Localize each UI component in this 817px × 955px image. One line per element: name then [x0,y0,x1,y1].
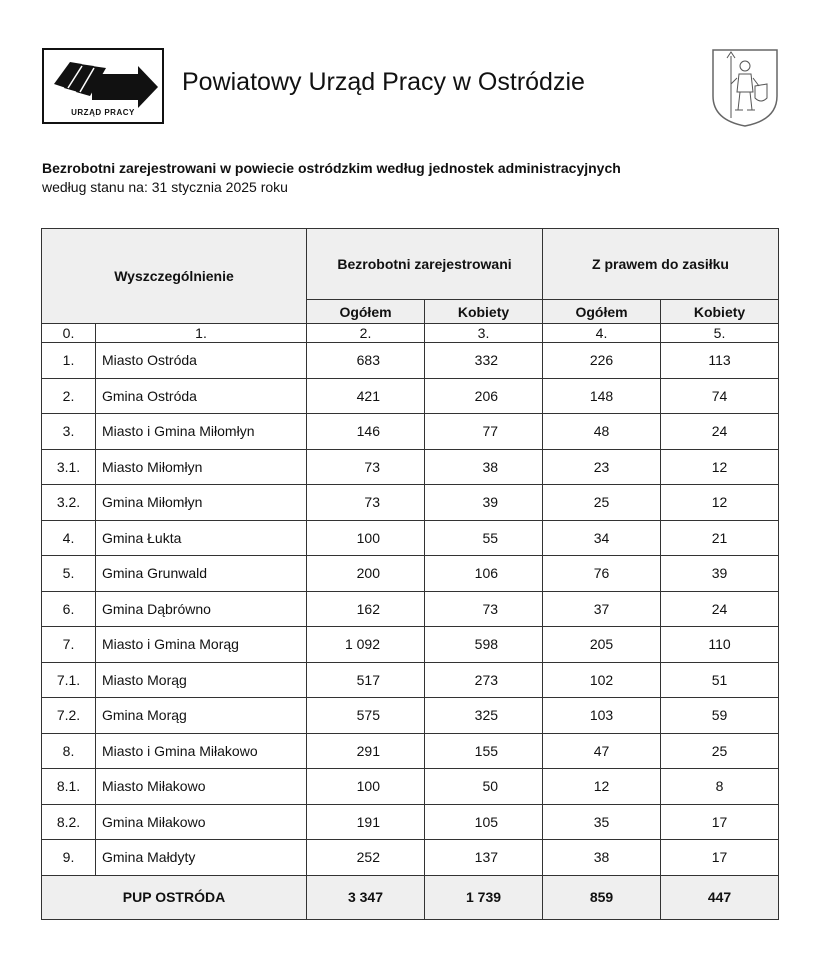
row-number: 2. [42,378,96,414]
subheader-registered-total: Ogółem [307,300,425,324]
benefit-women: 8 [661,769,779,805]
table-row [42,485,779,521]
registered-women: 38 [425,449,543,485]
row-name: Miasto Ostróda [96,343,307,379]
benefit-total: 102 [543,662,661,698]
row-name: Gmina Dąbrówno [96,591,307,627]
benefit-women: 51 [661,662,779,698]
column-index: 0. [42,324,96,343]
row-name: Gmina Morąg [96,698,307,734]
row-name: Gmina Małdyty [96,840,307,876]
office-title: Powiatowy Urząd Pracy w Ostródzie [182,68,585,96]
table-row [42,414,779,450]
row-name: Miasto i Gmina Morąg [96,627,307,663]
logo-text: URZĄD PRACY [71,108,135,117]
benefit-total: 37 [543,591,661,627]
registered-total: 291 [307,733,425,769]
row-name: Gmina Grunwald [96,556,307,592]
benefit-total: 23 [543,449,661,485]
table-row [42,733,779,769]
group-header-registered: Bezrobotni zarejestrowani [307,229,543,300]
row-name: Gmina Łukta [96,520,307,556]
registered-women: 73 [425,591,543,627]
total-benefit-total: 859 [543,875,661,919]
benefit-total: 148 [543,378,661,414]
row-name: Gmina Miłakowo [96,804,307,840]
benefit-women: 113 [661,343,779,379]
row-number: 3. [42,414,96,450]
registered-women: 77 [425,414,543,450]
document-subtitle: według stanu na: 31 stycznia 2025 roku [42,179,288,195]
registered-total: 517 [307,662,425,698]
registered-total: 191 [307,804,425,840]
registered-total: 1 092 [307,627,425,663]
table-row [42,591,779,627]
row-number: 5. [42,556,96,592]
row-name: Miasto Miłomłyn [96,449,307,485]
table-row [42,769,779,805]
registered-total: 421 [307,378,425,414]
unemployment-table [41,228,779,920]
benefit-women: 59 [661,698,779,734]
benefit-women: 74 [661,378,779,414]
row-number: 8.1. [42,769,96,805]
row-name: Miasto i Gmina Miłakowo [96,733,307,769]
registered-women: 273 [425,662,543,698]
column-index: 5. [661,324,779,343]
table-row [42,698,779,734]
row-name: Miasto Morąg [96,662,307,698]
registered-total: 146 [307,414,425,450]
row-number: 7.2. [42,698,96,734]
registered-total: 73 [307,485,425,521]
column-header-name: Wyszczególnienie [42,229,307,324]
benefit-women: 12 [661,485,779,521]
benefit-total: 34 [543,520,661,556]
registered-women: 39 [425,485,543,521]
registered-total: 252 [307,840,425,876]
registered-total: 162 [307,591,425,627]
registered-women: 598 [425,627,543,663]
coat-of-arms-icon [711,48,779,128]
row-number: 1. [42,343,96,379]
row-number: 3.2. [42,485,96,521]
registered-total: 200 [307,556,425,592]
table-row [42,378,779,414]
group-header-benefit: Z prawem do zasiłku [543,229,779,300]
table-row [42,449,779,485]
row-name: Gmina Miłomłyn [96,485,307,521]
column-index: 1. [96,324,307,343]
benefit-women: 12 [661,449,779,485]
urzad-pracy-logo [42,48,164,124]
row-number: 9. [42,840,96,876]
total-registered-women: 1 739 [425,875,543,919]
benefit-total: 12 [543,769,661,805]
subheader-registered-women: Kobiety [425,300,543,324]
registered-women: 155 [425,733,543,769]
row-name: Miasto Miłakowo [96,769,307,805]
benefit-total: 226 [543,343,661,379]
benefit-women: 110 [661,627,779,663]
benefit-women: 17 [661,840,779,876]
benefit-total: 38 [543,840,661,876]
column-index: 4. [543,324,661,343]
row-number: 3.1. [42,449,96,485]
registered-total: 683 [307,343,425,379]
table-row [42,556,779,592]
benefit-women: 25 [661,733,779,769]
registered-women: 332 [425,343,543,379]
benefit-total: 205 [543,627,661,663]
benefit-total: 76 [543,556,661,592]
benefit-women: 39 [661,556,779,592]
column-index: 2. [307,324,425,343]
table-row [42,662,779,698]
row-number: 4. [42,520,96,556]
total-row [42,875,779,919]
registered-women: 137 [425,840,543,876]
table-row [42,520,779,556]
registered-women: 55 [425,520,543,556]
column-index: 3. [425,324,543,343]
arrow-logo-icon [48,54,160,112]
registered-women: 325 [425,698,543,734]
row-number: 6. [42,591,96,627]
benefit-women: 17 [661,804,779,840]
row-number: 8. [42,733,96,769]
benefit-total: 103 [543,698,661,734]
total-name: PUP OSTRÓDA [42,875,307,919]
registered-women: 206 [425,378,543,414]
benefit-women: 24 [661,414,779,450]
registered-total: 100 [307,520,425,556]
document-title: Bezrobotni zarejestrowani w powiecie ostródzkim według jednostek administracyjnych [42,160,621,176]
benefit-total: 47 [543,733,661,769]
table-row [42,343,779,379]
row-number: 8.2. [42,804,96,840]
subheader-benefit-women: Kobiety [661,300,779,324]
table-row [42,804,779,840]
subheader-benefit-total: Ogółem [543,300,661,324]
row-number: 7. [42,627,96,663]
registered-women: 105 [425,804,543,840]
registered-total: 100 [307,769,425,805]
row-name: Gmina Ostróda [96,378,307,414]
benefit-total: 25 [543,485,661,521]
registered-women: 50 [425,769,543,805]
registered-total: 575 [307,698,425,734]
total-registered-total: 3 347 [307,875,425,919]
benefit-women: 21 [661,520,779,556]
benefit-total: 35 [543,804,661,840]
registered-total: 73 [307,449,425,485]
table-row [42,627,779,663]
registered-women: 106 [425,556,543,592]
total-benefit-women: 447 [661,875,779,919]
row-name: Miasto i Gmina Miłomłyn [96,414,307,450]
benefit-women: 24 [661,591,779,627]
row-number: 7.1. [42,662,96,698]
column-index-row [42,324,779,343]
table-row [42,840,779,876]
benefit-total: 48 [543,414,661,450]
